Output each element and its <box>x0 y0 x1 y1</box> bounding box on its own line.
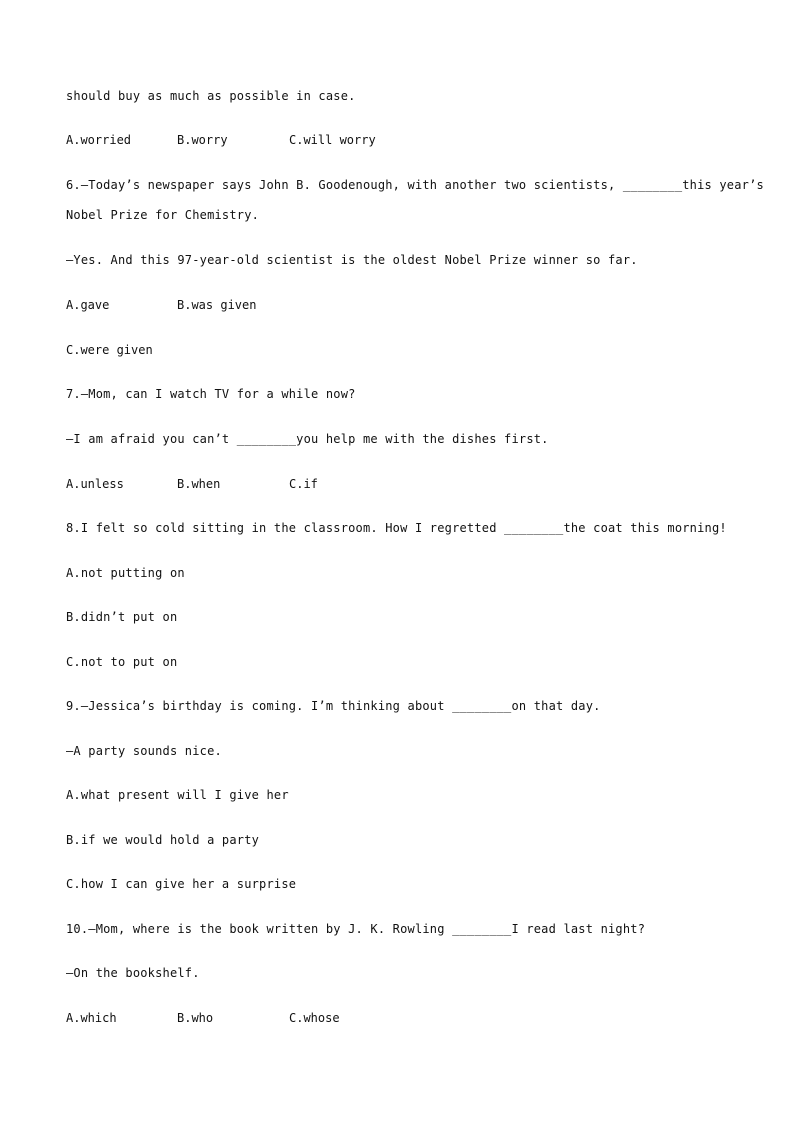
q6-stem-line2: Nobel Prize for Chemistry. <box>66 208 260 222</box>
q9-option-c: C.how I can give her a surprise <box>66 877 297 891</box>
q10-stem: 10.—Mom, where is the book written by J. K. Rowling ________I read last night? <box>66 922 646 936</box>
q9-option-a: A.what present will I give her <box>66 788 289 802</box>
q8-option-b: B.didn’t put on <box>66 610 178 624</box>
q8-stem: 8.I felt so cold sitting in the classroom. How I regretted ________the coat this morning! <box>66 521 727 535</box>
q9-stem: 9.—Jessica’s birthday is coming. I’m thinking about ________on that day. <box>66 699 601 713</box>
q6-option-a: A.gave <box>66 298 110 312</box>
q8-option-c: C.not to put on <box>66 655 178 669</box>
q7-option-a: A.unless <box>66 477 124 491</box>
q5-option-b: B.worry <box>177 133 228 147</box>
q7-stem: 7.—Mom, can I watch TV for a while now? <box>66 387 356 401</box>
q8-option-a: A.not putting on <box>66 566 185 580</box>
q6-option-b: B.was given <box>177 298 257 312</box>
q6-option-c: C.were given <box>66 343 153 357</box>
q7-option-b: B.when <box>177 477 221 491</box>
q10-option-a: A.which <box>66 1011 117 1025</box>
q9-option-b: B.if we would hold a party <box>66 833 260 847</box>
q10-option-b: B.who <box>177 1011 214 1025</box>
q7-option-c: C.if <box>289 477 318 491</box>
q5-option-c: C.will worry <box>289 133 376 147</box>
q10-reply: —On the bookshelf. <box>66 966 200 980</box>
q5-option-a: A.worried <box>66 133 132 147</box>
q7-reply: —I am afraid you can’t ________you help me with the dishes first. <box>66 432 549 446</box>
q6-stem-line1: 6.—Today’s newspaper says John B. Goodenough, with another two scientists, ________this year’s <box>66 178 764 192</box>
q9-reply: —A party sounds nice. <box>66 744 222 758</box>
q5-continuation: should buy as much as possible in case. <box>66 89 356 103</box>
q10-option-c: C.whose <box>289 1011 340 1025</box>
q6-reply: —Yes. And this 97-year-old scientist is the oldest Nobel Prize winner so far. <box>66 253 638 267</box>
